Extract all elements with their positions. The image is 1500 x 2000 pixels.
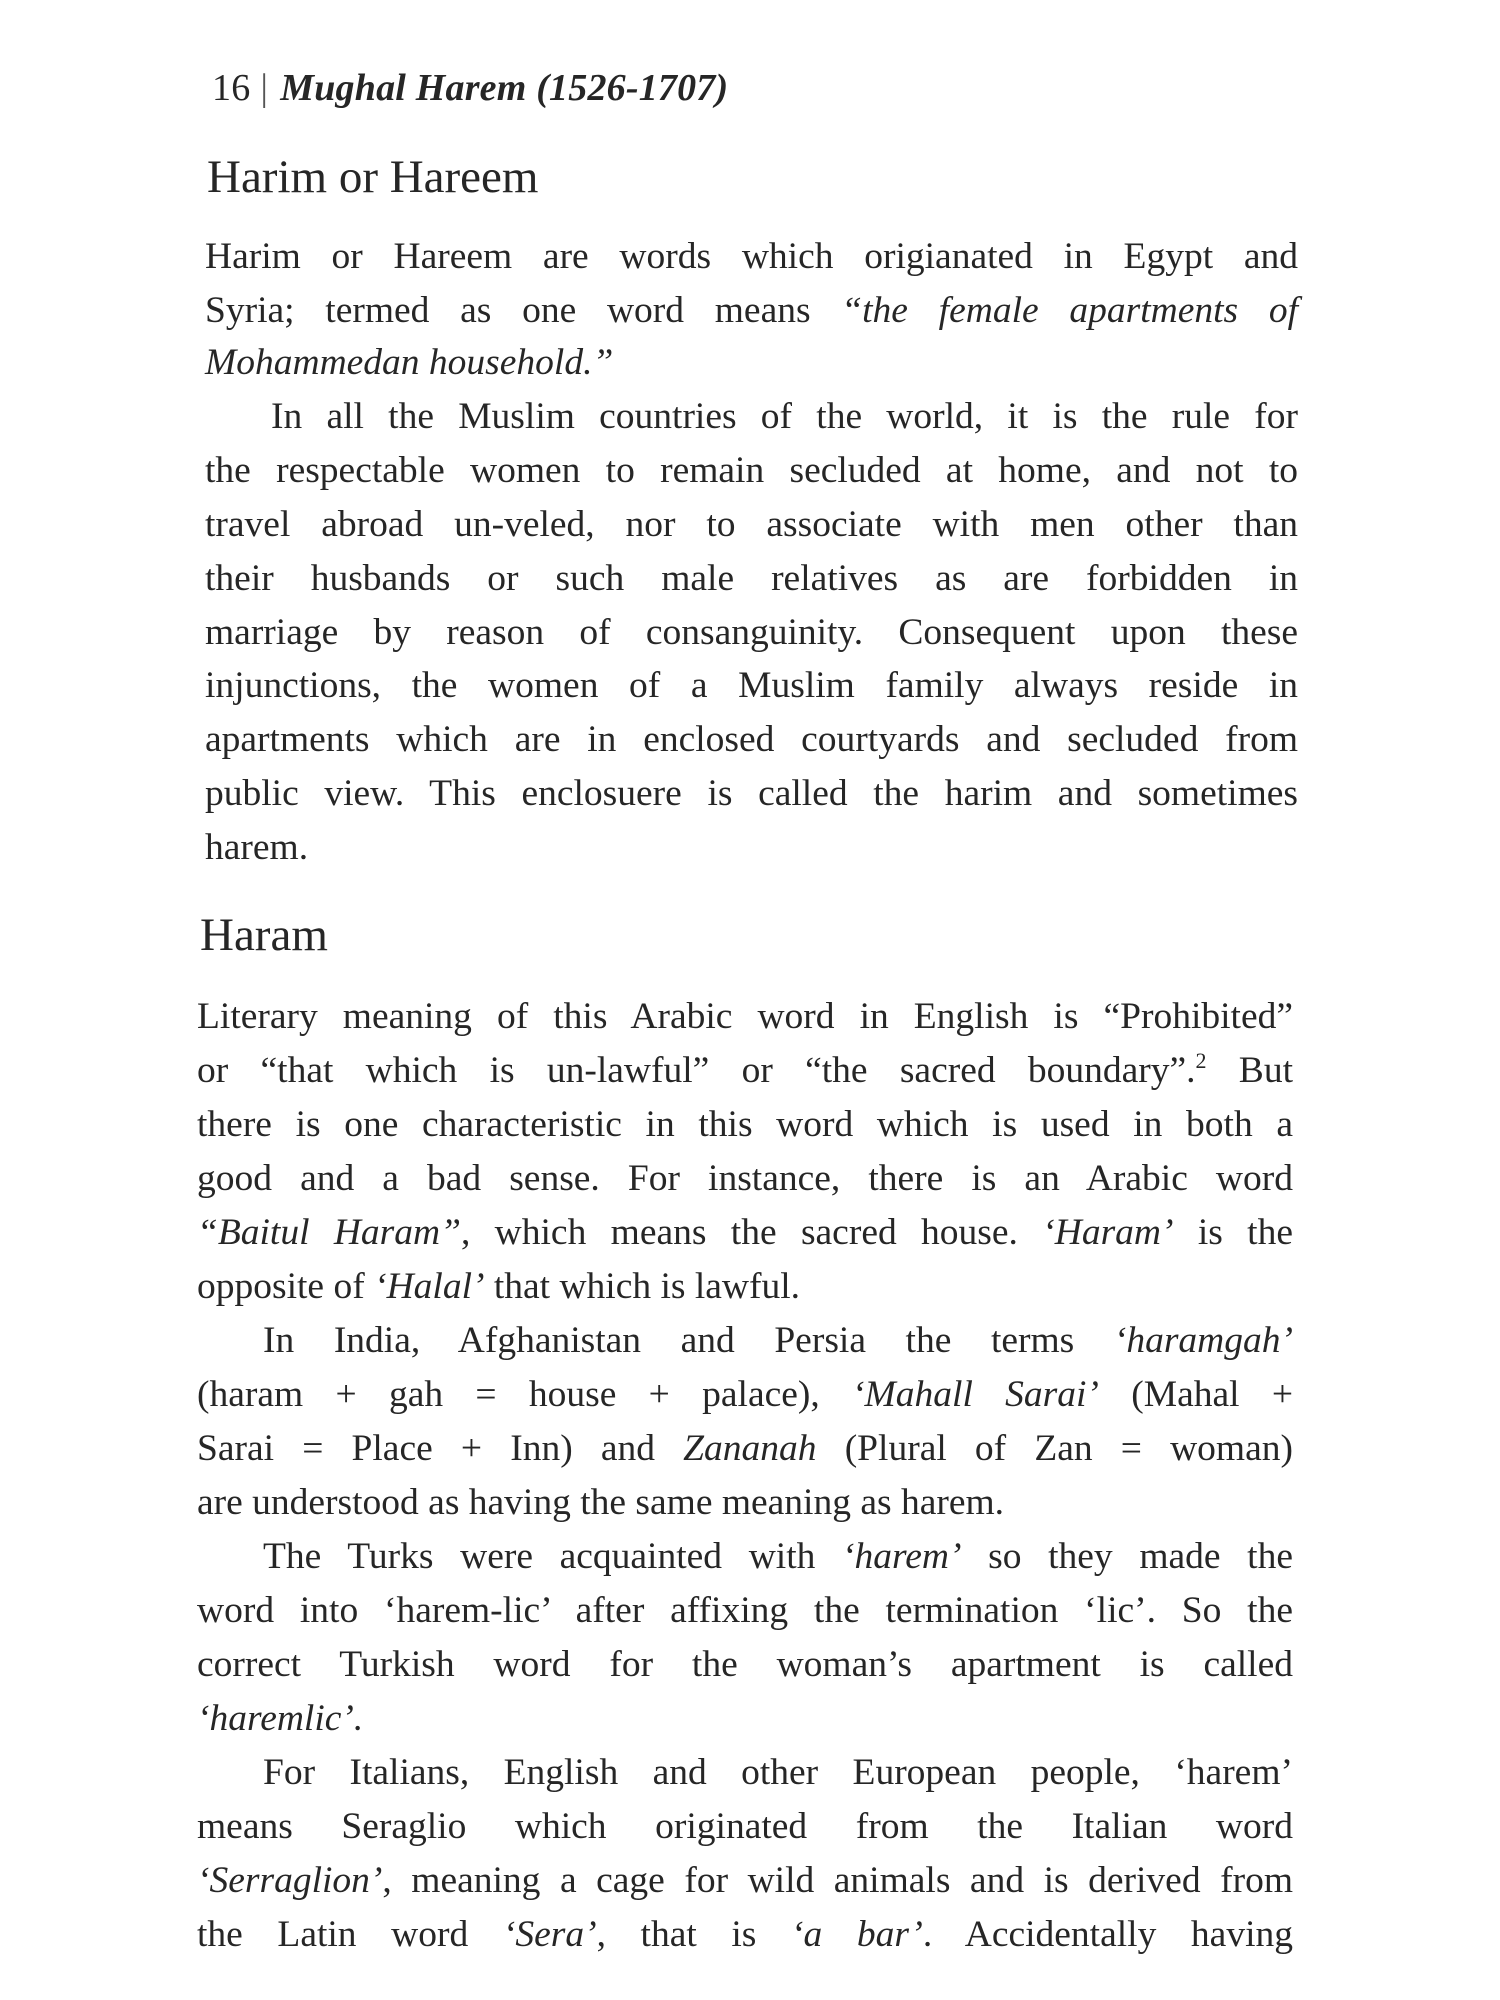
running-head [212, 66, 728, 110]
paragraph-line: ‘haremlic’. [197, 1698, 364, 1739]
paragraph-line: the respectable women to remain secluded at home, and not to [205, 450, 1298, 491]
paragraph-line: Mohammedan household.” [205, 342, 614, 383]
paragraph-line: The Turks were acquainted with ‘harem’ so they made the [263, 1536, 1293, 1577]
paragraph-line: travel abroad un-veled, nor to associate with men other than [205, 504, 1298, 545]
paragraph-line: apartments which are in enclosed courtyards and secluded from [205, 719, 1298, 760]
paragraph-line: In all the Muslim countries of the world, it is the rule for [271, 396, 1298, 437]
paragraph-line: marriage by reason of consanguinity. Consequent upon these [205, 612, 1298, 653]
paragraph-line: means Seraglio which originated from the Italian word [197, 1806, 1293, 1847]
book-title: Mughal Harem (1526-1707) [280, 67, 729, 109]
paragraph-line: Sarai = Place + Inn) and Zananah (Plural of Zan = woman) [197, 1428, 1293, 1469]
paragraph-line: ‘Serraglion’, meaning a cage for wild animals and is derived from [197, 1860, 1293, 1901]
page-number: 16 [212, 67, 251, 109]
paragraph-line: word into ‘harem-lic’ after affixing the termination ‘lic’. So the [197, 1590, 1293, 1631]
paragraph-line: correct Turkish word for the woman’s apartment is called [197, 1644, 1293, 1685]
paragraph-line: their husbands or such male relatives as are forbidden in [205, 558, 1298, 599]
paragraph-line: are understood as having the same meaning as harem. [197, 1482, 1005, 1523]
paragraph-line: opposite of ‘Halal’ that which is lawful. [197, 1266, 801, 1307]
header-divider: | [260, 67, 269, 109]
paragraph-line: For Italians, English and other European people, ‘harem’ [263, 1752, 1293, 1793]
paragraph-line: good and a bad sense. For instance, there is an Arabic word [197, 1158, 1293, 1199]
footnote-ref[interactable]: 2 [1195, 1048, 1207, 1073]
paragraph-line: there is one characteristic in this word which is used in both a [197, 1104, 1293, 1145]
paragraph-line: public view. This enclosuere is called the harim and sometimes [205, 773, 1298, 814]
section-heading-harim: Harim or Hareem [207, 151, 539, 203]
section-heading-haram: Haram [200, 909, 328, 961]
paragraph-line: Literary meaning of this Arabic word in English is “Prohibited” [197, 996, 1293, 1037]
paragraph-line: or “that which is un-lawful” or “the sacred boundary”.$^2$ But [197, 1048, 1293, 1091]
paragraph-line: “Baitul Haram”, which means the sacred house. ‘Haram’ is the [197, 1212, 1293, 1253]
paragraph-line: the Latin word ‘Sera’, that is ‘a bar’. Accidentally having [197, 1914, 1293, 1955]
paragraph-line: Harim or Hareem are words which origianated in Egypt and [205, 236, 1298, 277]
paragraph-line: harem. [205, 827, 309, 868]
paragraph-line: Syria; termed as one word means “the female apartments of [205, 290, 1298, 331]
paragraph-line: injunctions, the women of a Muslim family always reside in [205, 665, 1298, 706]
paragraph-line: (haram + gah = house + palace), ‘Mahall Sarai’ (Mahal + [197, 1374, 1293, 1415]
paragraph-line: In India, Afghanistan and Persia the terms ‘haramgah’ [263, 1320, 1293, 1361]
